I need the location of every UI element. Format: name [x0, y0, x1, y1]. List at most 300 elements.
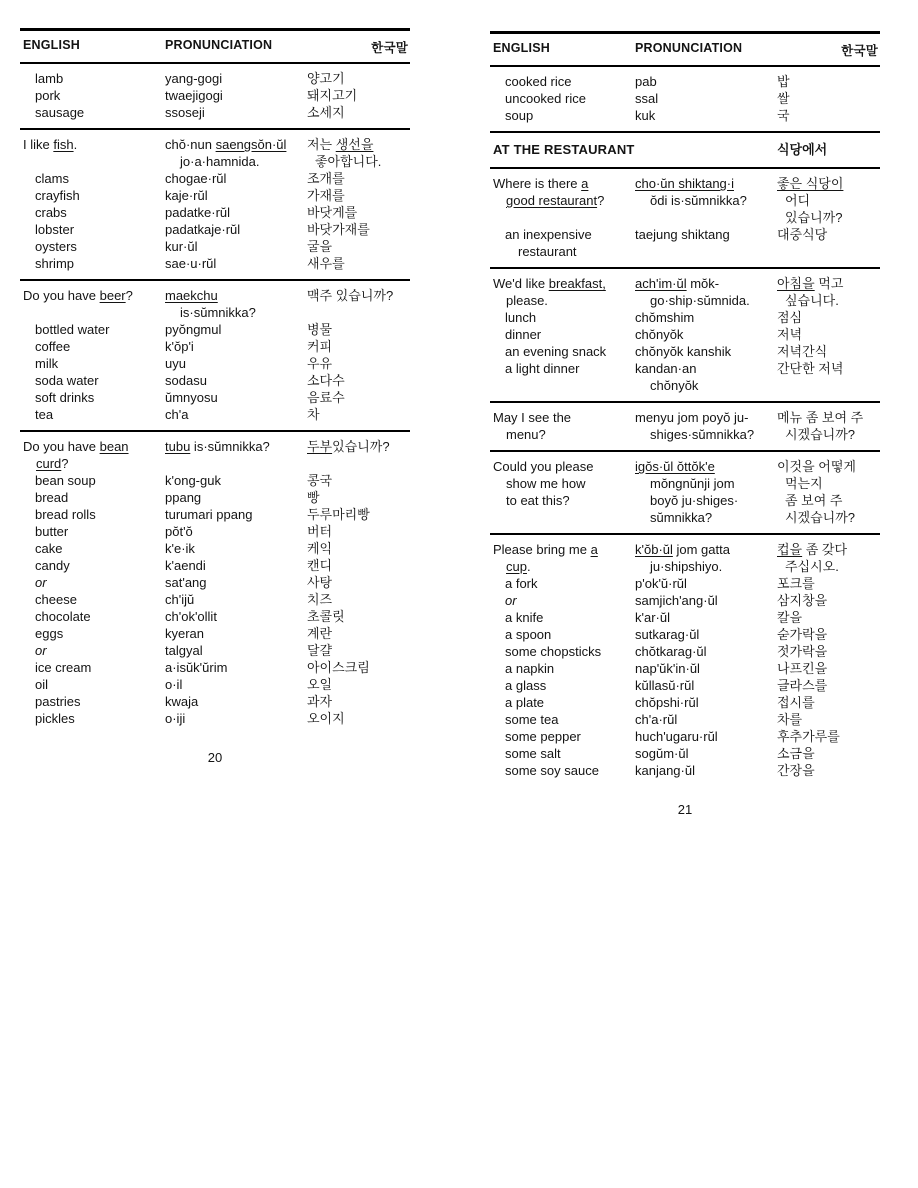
pronunciation-cell: [165, 540, 305, 557]
text-line: kur·ŭl: [165, 239, 198, 254]
underlined-term: 좋은 식당이: [777, 176, 844, 191]
text-line: 칼을: [777, 610, 803, 625]
korean-cell: [305, 70, 410, 87]
pronunciation-cell: [165, 87, 305, 104]
english-cell: [490, 343, 635, 360]
underlined-term: a: [581, 176, 589, 191]
english-cell: [20, 608, 165, 625]
english-cell: [20, 659, 165, 676]
text-line: pickles: [35, 711, 75, 726]
text-line: chŏmshim: [635, 310, 695, 325]
text-line: ssal: [635, 91, 659, 106]
text-line: 싶습니다.: [785, 293, 839, 308]
english-cell: [20, 506, 165, 523]
korean-cell: [775, 275, 880, 309]
pronunciation-cell: [635, 226, 775, 260]
text-line: pab: [635, 74, 657, 89]
korean-cell: [305, 221, 410, 238]
text-line: oil: [35, 677, 49, 692]
text-line: k'aendi: [165, 558, 206, 573]
phrase-row: [490, 343, 880, 360]
text-line: nap'ŭk'in·ŭl: [635, 661, 700, 676]
english-cell: [20, 355, 165, 372]
phrase-row: [20, 557, 410, 574]
pronunciation-cell: [635, 309, 775, 326]
pronunciation-cell: [165, 659, 305, 676]
table-header: [490, 31, 880, 67]
pronunciation-cell: [635, 175, 775, 226]
text-line: chŏnyŏk: [635, 327, 684, 342]
text-line: sutkarag·ŭl: [635, 627, 700, 642]
text-line: kanjang·ŭl: [635, 763, 695, 778]
english-cell: [20, 710, 165, 727]
phrase-row: [20, 255, 410, 272]
text-line: ach'im·ŭl mŏk-: [635, 276, 720, 291]
text-line: candy: [35, 558, 70, 573]
phrase-row: [20, 238, 410, 255]
underlined-term: 컵을: [777, 542, 803, 557]
phrase-row: [490, 592, 880, 609]
text-line: is·sŭmnikka?: [180, 305, 256, 320]
english-cell: [490, 541, 635, 575]
english-cell: [20, 591, 165, 608]
pronunciation-cell: [165, 642, 305, 659]
english-cell: [20, 676, 165, 693]
text-line: ssoseji: [165, 105, 205, 120]
text-line: milk: [35, 356, 59, 371]
phrase-section: [20, 128, 410, 279]
section-title: AT THE RESTAURANT: [493, 142, 635, 157]
text-line: mŏngnŭnji jom: [650, 476, 735, 491]
english-cell: [20, 540, 165, 557]
pronunciation-cell: [165, 591, 305, 608]
text-line: chŏnyŏk kanshik: [635, 344, 732, 359]
text-line: lobster: [35, 222, 75, 237]
text-line: May I see the: [493, 410, 572, 425]
text-line: 포크를: [777, 576, 815, 591]
phrase-row: [20, 389, 410, 406]
phrase-row: [490, 728, 880, 745]
english-cell: [490, 575, 635, 592]
pronunciation-cell: [635, 694, 775, 711]
english-cell: [20, 625, 165, 642]
pronunciation-cell: [635, 626, 775, 643]
english-cell: [20, 472, 165, 489]
english-cell: [20, 287, 165, 321]
page-number: 21: [677, 802, 693, 817]
english-cell: [20, 693, 165, 710]
text-line: padatkaje·rŭl: [165, 222, 241, 237]
text-line: a plate: [505, 695, 545, 710]
text-line: oysters: [35, 239, 77, 254]
english-cell: [490, 73, 635, 90]
text-line: chŏtkarag·ŭl: [635, 644, 707, 659]
english-cell: [490, 360, 635, 394]
pronunciation-cell: [635, 360, 775, 394]
text-line: menu?: [506, 427, 546, 442]
text-line: 가재를: [307, 188, 345, 203]
text-line: kaje·rŭl: [165, 188, 208, 203]
text-line: k'ong-guk: [165, 473, 221, 488]
text-line: to eat this?: [506, 493, 570, 508]
underlined-term: bean: [99, 439, 129, 454]
english-cell: [490, 275, 635, 309]
text-line: I like fish.: [23, 137, 78, 152]
phrase-row: [20, 523, 410, 540]
text-line: 간단한 저녁: [777, 361, 844, 376]
phrase-row: [490, 541, 880, 575]
english-cell: [20, 238, 165, 255]
english-cell: [490, 592, 635, 609]
text-line: eggs: [35, 626, 64, 641]
text-line: uncooked rice: [505, 91, 586, 106]
text-line: 숟가락을: [777, 627, 828, 642]
underlined-term: 생선을: [335, 137, 374, 152]
english-cell: [490, 326, 635, 343]
column-header-korean: 한국말: [371, 41, 408, 55]
pronunciation-cell: [165, 221, 305, 238]
phrase-row: [20, 406, 410, 423]
pronunciation-cell: [165, 389, 305, 406]
text-line: 두루마리빵: [307, 507, 370, 522]
text-line: huch'ugaru·rŭl: [635, 729, 718, 744]
korean-cell: [305, 506, 410, 523]
pronunciation-cell: [635, 643, 775, 660]
english-cell: [20, 221, 165, 238]
phrase-row: [20, 642, 410, 659]
english-cell: [20, 87, 165, 104]
pronunciation-cell: [165, 472, 305, 489]
korean-cell: [305, 287, 410, 321]
phrase-row: [20, 693, 410, 710]
korean-cell: [305, 389, 410, 406]
underlined-term: cho·ŭn shiktang·i: [635, 176, 734, 191]
text-line: bread: [35, 490, 69, 505]
english-cell: [20, 557, 165, 574]
text-line: 좋아합니다.: [315, 154, 382, 169]
text-line: 시겠습니까?: [785, 427, 856, 442]
korean-cell: [775, 660, 880, 677]
text-line: some tea: [505, 712, 559, 727]
text-line: menyu jom poyŏ ju-: [635, 410, 749, 425]
pronunciation-cell: [635, 575, 775, 592]
pronunciation-cell: [635, 660, 775, 677]
text-line: ppang: [165, 490, 202, 505]
text-line: o·il: [165, 677, 183, 692]
text-line: chŏnyŏk: [650, 378, 699, 393]
pronunciation-cell: [165, 255, 305, 272]
phrase-row: [20, 170, 410, 187]
text-line: sae·u·rŭl: [165, 256, 217, 271]
pronunciation-cell: [165, 557, 305, 574]
phrase-section: [490, 267, 880, 401]
text-line: 돼지고기: [307, 88, 358, 103]
english-cell: [20, 523, 165, 540]
korean-cell: [305, 87, 410, 104]
underlined-term: fish: [53, 137, 74, 152]
text-line: Do you have beer?: [23, 288, 133, 303]
pronunciation-cell: [635, 90, 775, 107]
text-line: chogae·rŭl: [165, 171, 227, 186]
underlined-term: k'ŏb·ŭl: [635, 542, 673, 557]
english-cell: [20, 70, 165, 87]
text-line: p'ok'ŭ·rŭl: [635, 576, 687, 591]
text-line: 조개를: [307, 171, 345, 186]
text-line: chŏ·nun saengsŏn·ŭl: [165, 137, 287, 152]
text-line: [635, 175, 775, 192]
phrase-row: [20, 204, 410, 221]
text-line: sausage: [35, 105, 85, 120]
text-line: 이것을 어떻게: [777, 459, 856, 474]
pronunciation-cell: [635, 326, 775, 343]
text-line: 저녁간식: [777, 344, 828, 359]
korean-cell: [775, 175, 880, 226]
english-cell: [490, 677, 635, 694]
text-line: restaurant: [518, 244, 577, 259]
text-line: crabs: [35, 205, 67, 220]
pronunciation-cell: [635, 677, 775, 694]
english-cell: [20, 438, 165, 472]
english-cell: [20, 574, 165, 591]
text-line: 글라스를: [777, 678, 828, 693]
text-line: lamb: [35, 71, 64, 86]
phrase-row: [490, 694, 880, 711]
text-line: some pepper: [505, 729, 581, 744]
text-line: 접시를: [777, 695, 815, 710]
pronunciation-cell: [165, 170, 305, 187]
text-line: 사탕: [307, 575, 333, 590]
korean-cell: [775, 745, 880, 762]
text-line: 음료수: [307, 390, 345, 405]
korean-cell: [305, 710, 410, 727]
text-line: 소다수: [307, 373, 345, 388]
text-line: good restaurant?: [506, 193, 605, 208]
english-cell: [490, 643, 635, 660]
korean-cell: [305, 136, 410, 170]
phrase-row: [490, 409, 880, 443]
korean-cell: [305, 693, 410, 710]
text-line: cake: [35, 541, 63, 556]
english-cell: [20, 321, 165, 338]
text-line: some salt: [505, 746, 561, 761]
phrase-row: [490, 360, 880, 394]
phrase-row: [20, 540, 410, 557]
korean-cell: [775, 343, 880, 360]
korean-cell: [775, 458, 880, 526]
phrase-row: [20, 338, 410, 355]
text-line: 굴을: [307, 239, 333, 254]
phrase-row: [20, 710, 410, 727]
phrase-section: [490, 533, 880, 786]
korean-cell: [305, 187, 410, 204]
text-line: 캔디: [307, 558, 333, 573]
pronunciation-cell: [165, 287, 305, 321]
phrase-row: [490, 326, 880, 343]
text-line: ch'a·rŭl: [635, 712, 678, 727]
pronunciation-cell: [635, 728, 775, 745]
phrase-row: [20, 87, 410, 104]
text-line: an evening snack: [505, 344, 607, 359]
text-line: 쌀: [777, 91, 790, 106]
text-line: bottled water: [35, 322, 110, 337]
text-line: [165, 287, 305, 304]
pronunciation-cell: [165, 406, 305, 423]
english-cell: [490, 409, 635, 443]
pronunciation-cell: [165, 676, 305, 693]
korean-cell: [305, 170, 410, 187]
underlined-term: 아침을: [777, 276, 815, 291]
korean-cell: [305, 321, 410, 338]
english-cell: [20, 255, 165, 272]
text-line: 삼지창을: [777, 593, 828, 608]
text-line: curd?: [36, 456, 69, 471]
text-line: crayfish: [35, 188, 80, 203]
page-20: [20, 28, 410, 765]
korean-cell: [305, 489, 410, 506]
phrase-section: [20, 430, 410, 734]
korean-cell: [305, 557, 410, 574]
page-number: 20: [207, 750, 223, 765]
text-line: or: [505, 593, 517, 608]
phrase-row: [20, 104, 410, 121]
korean-cell: [775, 711, 880, 728]
korean-cell: [305, 238, 410, 255]
text-line: 후추가루를: [777, 729, 840, 744]
pronunciation-cell: [165, 187, 305, 204]
column-header-pronunciation: PRONUNCIATION: [165, 38, 273, 52]
text-line: 오이지: [307, 711, 345, 726]
text-line: dinner: [505, 327, 542, 342]
underlined-term: igŏs·ŭl ŏttŏk'e: [635, 459, 715, 474]
english-cell: [20, 204, 165, 221]
pronunciation-cell: [165, 136, 305, 170]
english-cell: [490, 660, 635, 677]
text-line: ch'a: [165, 407, 189, 422]
text-line: sŭmnikka?: [650, 510, 713, 525]
text-line: 젓가락을: [777, 644, 828, 659]
pronunciation-cell: [635, 73, 775, 90]
phrase-row: [20, 438, 410, 472]
text-line: ice cream: [35, 660, 92, 675]
text-line: go·ship·sŭmnida.: [650, 293, 750, 308]
phrase-row: [20, 70, 410, 87]
text-line: chŏpshi·rŭl: [635, 695, 699, 710]
phrase-row: [490, 677, 880, 694]
pronunciation-cell: [165, 321, 305, 338]
korean-cell: [775, 575, 880, 592]
pronunciation-cell: [635, 343, 775, 360]
text-line: 좀 보여 주: [785, 493, 843, 508]
english-cell: [20, 642, 165, 659]
text-line: kuk: [635, 108, 656, 123]
english-cell: [20, 406, 165, 423]
underlined-term: maekchu: [165, 288, 218, 303]
text-line: k'e·ik: [165, 541, 195, 556]
phrase-row: [20, 608, 410, 625]
text-line: We'd like breakfast,: [493, 276, 606, 291]
column-header-english: ENGLISH: [23, 38, 80, 52]
korean-cell: [775, 326, 880, 343]
text-line: coffee: [35, 339, 71, 354]
text-line: Do you have bean: [23, 439, 129, 454]
text-line: a napkin: [505, 661, 555, 676]
english-cell: [490, 626, 635, 643]
underlined-term: beer: [99, 288, 126, 303]
korean-cell: [305, 438, 410, 472]
text-line: 버터: [307, 524, 333, 539]
section-title-korean: 식당에서: [777, 142, 828, 157]
pronunciation-cell: [165, 523, 305, 540]
text-line: kyeran: [165, 626, 205, 641]
phrase-section: [20, 279, 410, 430]
text-line: bread rolls: [35, 507, 96, 522]
pronunciation-cell: [165, 608, 305, 625]
underlined-term: saengsŏn·ŭl: [215, 137, 287, 152]
korean-cell: [775, 541, 880, 575]
phrase-row: [490, 275, 880, 309]
pronunciation-cell: [165, 204, 305, 221]
phrase-section: [490, 401, 880, 450]
pronunciation-cell: [165, 574, 305, 591]
korean-cell: [775, 107, 880, 124]
korean-cell: [305, 591, 410, 608]
text-line: clams: [35, 171, 69, 186]
phrase-row: [490, 643, 880, 660]
pronunciation-cell: [165, 238, 305, 255]
korean-cell: [305, 625, 410, 642]
underlined-term: 두부: [307, 439, 333, 454]
text-line: soft drinks: [35, 390, 95, 405]
pronunciation-cell: [635, 275, 775, 309]
text-line: 달걀: [307, 643, 333, 658]
phrase-row: [490, 626, 880, 643]
english-cell: [20, 104, 165, 121]
korean-cell: [775, 409, 880, 443]
text-line: pŏt'ŏ: [165, 524, 193, 539]
phrase-row: [20, 659, 410, 676]
korean-cell: [305, 355, 410, 372]
pronunciation-cell: [635, 409, 775, 443]
korean-cell: [305, 608, 410, 625]
english-cell: [20, 389, 165, 406]
english-cell: [490, 745, 635, 762]
korean-cell: [775, 73, 880, 90]
text-line: pork: [35, 88, 61, 103]
pronunciation-cell: [635, 541, 775, 575]
text-line: 바닷가재를: [307, 222, 370, 237]
korean-cell: [305, 338, 410, 355]
text-line: 치즈: [307, 592, 333, 607]
text-line: kwaja: [165, 694, 199, 709]
pronunciation-cell: [635, 107, 775, 124]
english-cell: [490, 694, 635, 711]
english-cell: [490, 762, 635, 779]
text-line: padatke·rŭl: [165, 205, 231, 220]
text-line: 점심: [777, 310, 803, 325]
text-line: cup.: [506, 559, 531, 574]
english-cell: [490, 90, 635, 107]
text-line: 바닷게를: [307, 205, 358, 220]
korean-cell: [775, 643, 880, 660]
text-line: bean soup: [35, 473, 96, 488]
english-cell: [490, 309, 635, 326]
table-header: [20, 28, 410, 64]
text-line: 오일: [307, 677, 333, 692]
phrase-row: [20, 187, 410, 204]
pronunciation-cell: [635, 745, 775, 762]
column-header-english: ENGLISH: [493, 41, 550, 55]
korean-cell: [775, 677, 880, 694]
